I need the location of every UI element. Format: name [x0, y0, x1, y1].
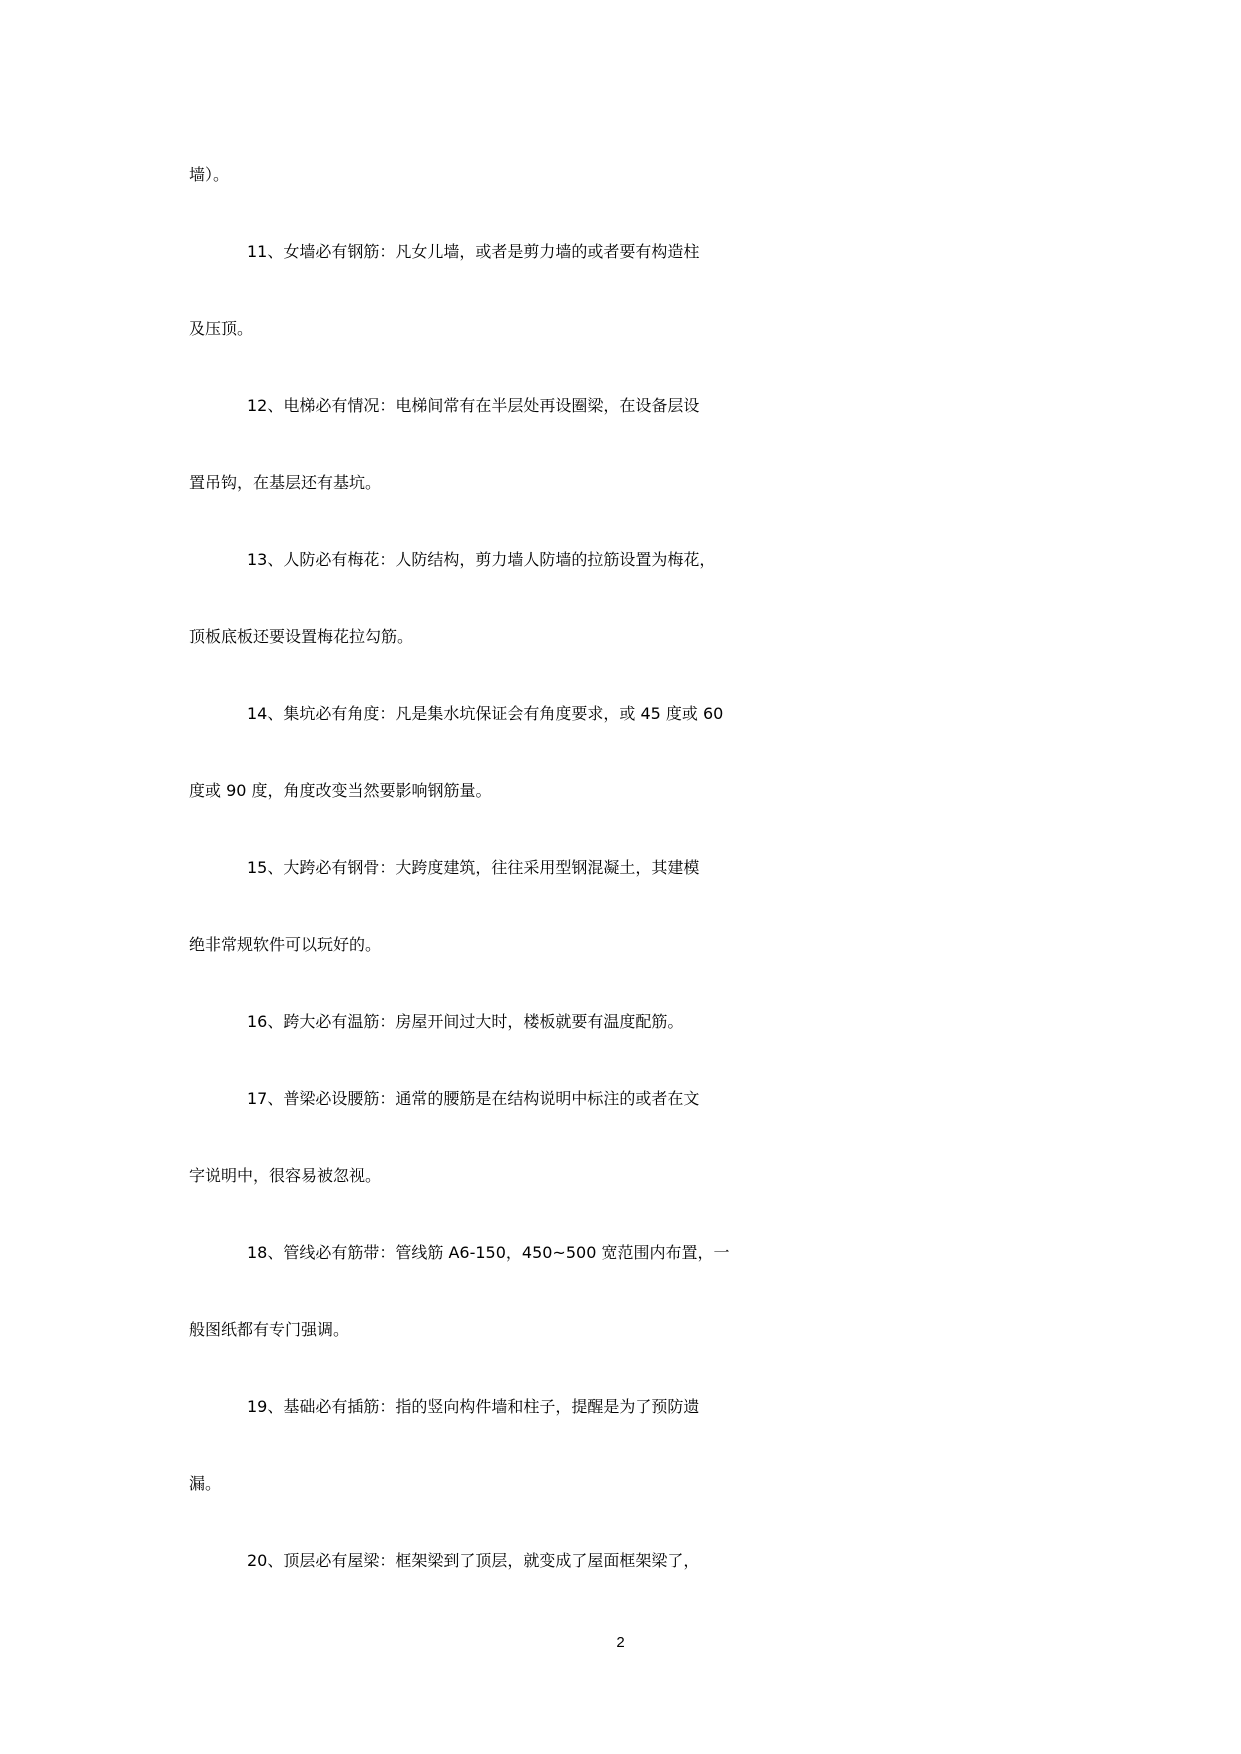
text-line: 墙）。 [189, 165, 230, 184]
text-line: 18、管线必有筋带：管线筋 A6-150，450~500 宽范围内布置，一 [247, 1243, 730, 1262]
text-line: 字说明中，很容易被忽视。 [189, 1166, 382, 1185]
text-line: 16、跨大必有温筋：房屋开间过大时，楼板就要有温度配筋。 [247, 1012, 684, 1031]
text-line: 11、女墙必有钢筋：凡女儿墙，或者是剪力墙的或者要有构造柱 [247, 242, 700, 261]
text-line: 13、人防必有梅花：人防结构，剪力墙人防墙的拉筋设置为梅花， [247, 550, 716, 569]
text-line: 14、集坑必有角度：凡是集水坑保证会有角度要求，或 45 度或 60 [247, 704, 724, 723]
text-line: 15、大跨必有钢骨：大跨度建筑，往往采用型钢混凝土，其建模 [247, 858, 700, 877]
text-line: 及压顶。 [189, 319, 254, 338]
text-line: 20、顶层必有屋梁：框架梁到了顶层，就变成了屋面框架梁了， [247, 1551, 700, 1570]
document-body [189, 136, 1059, 1599]
text-line: 度或 90 度，角度改变当然要影响钢筋量。 [189, 781, 492, 800]
text-line: 顶板底板还要设置梅花拉勾筋。 [189, 627, 414, 646]
text-line: 置吊钩，在基层还有基坑。 [189, 473, 382, 492]
text-line: 12、电梯必有情况：电梯间常有在半层处再设圈梁，在设备层设 [247, 396, 700, 415]
text-line: 17、普梁必设腰筋：通常的腰筋是在结构说明中标注的或者在文 [247, 1089, 700, 1108]
text-line: 般图纸都有专门强调。 [189, 1320, 350, 1339]
text-line: 19、基础必有插筋：指的竖向构件墙和柱子，提醒是为了预防遗 [247, 1397, 700, 1416]
text-line: 漏。 [189, 1474, 222, 1493]
text-line: 绝非常规软件可以玩好的。 [189, 935, 382, 954]
page-number: 2 [616, 1634, 625, 1651]
